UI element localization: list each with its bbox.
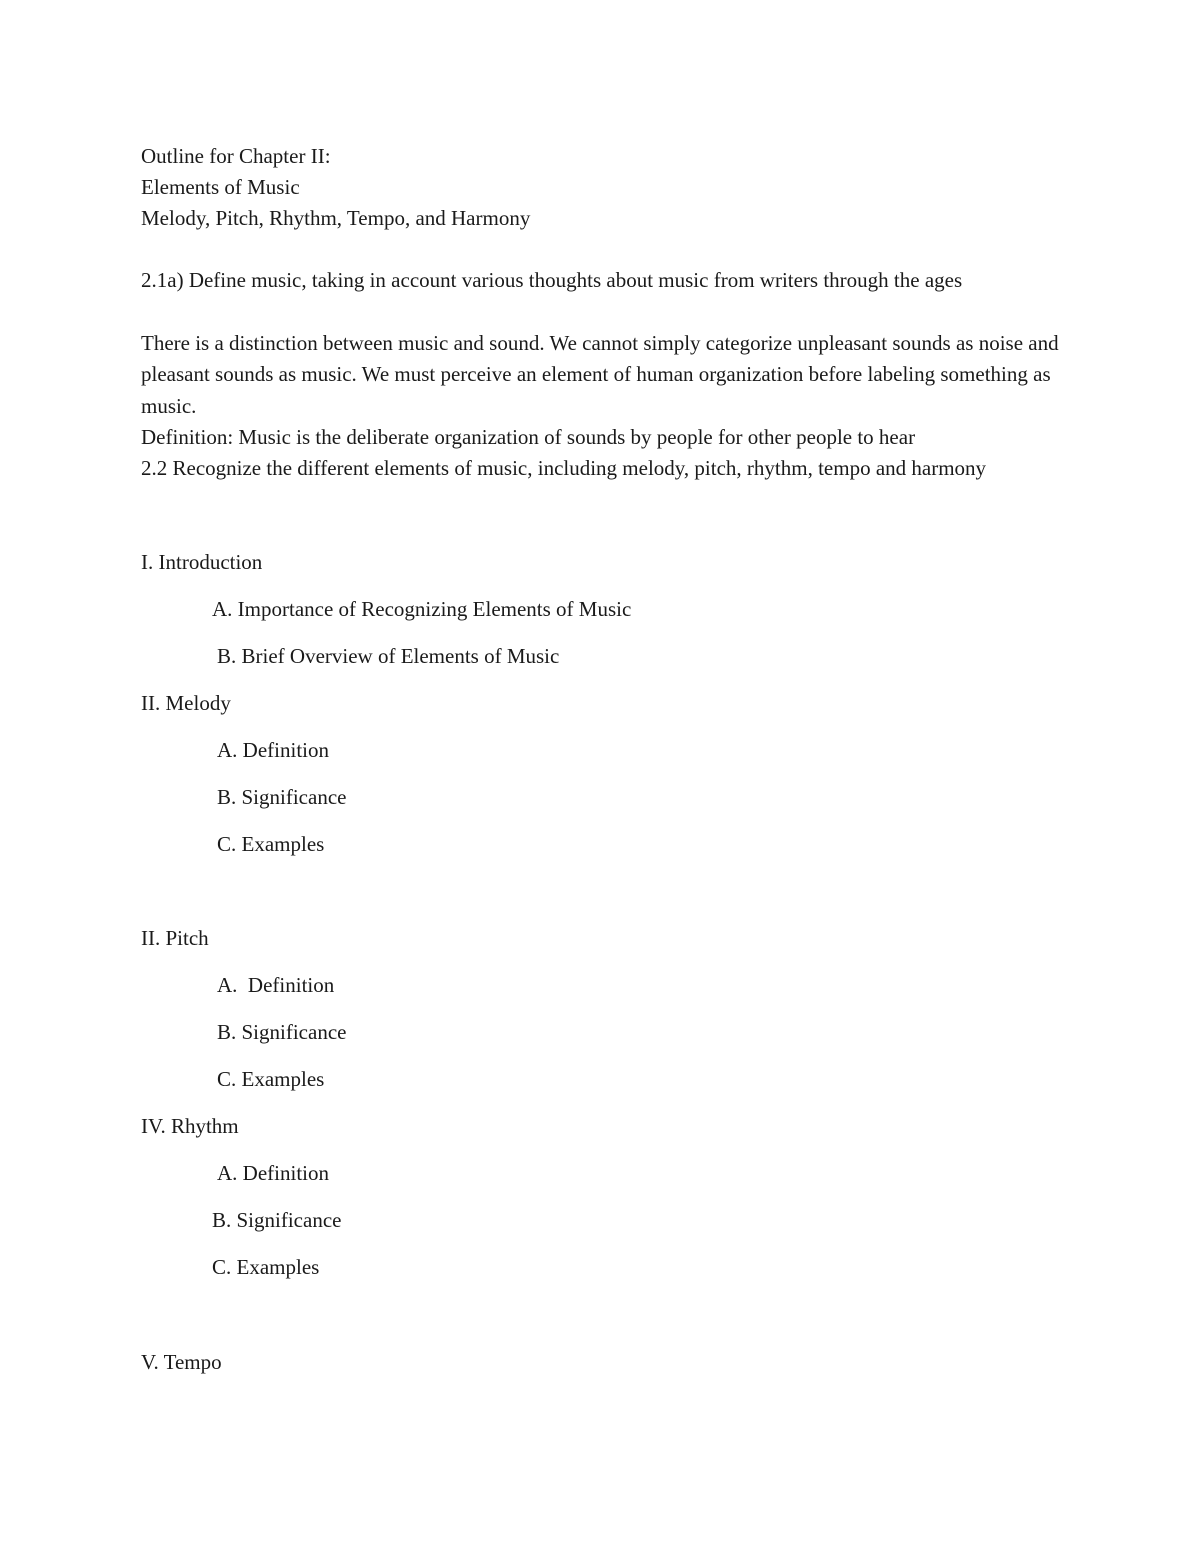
- outline-item-melody-a: A. Definition: [217, 738, 329, 762]
- outline-heading-tempo: V. Tempo: [141, 1350, 222, 1374]
- outline-heading-introduction: I. Introduction: [141, 550, 263, 574]
- music-definition: Definition: Music is the deliberate organization of sounds by people for other people to hear: [141, 425, 916, 449]
- outline-heading-pitch: II. Pitch: [141, 926, 209, 950]
- objective-2-1a: 2.1a) Define music, taking in account various thoughts about music from writers through the ages: [141, 268, 963, 292]
- outline-item-introduction-b: B. Brief Overview of Elements of Music: [217, 644, 560, 668]
- outline-item-rhythm-b: B. Significance: [212, 1208, 342, 1232]
- outline-item-pitch-c: C. Examples: [217, 1067, 325, 1091]
- outline-heading-melody: II. Melody: [141, 691, 231, 715]
- music-sound-explanation: There is a distinction between music and sound. We cannot simply categorize unpleasant sounds as noise and pleasant sounds as music. We must perceive an element of human organization before labeling something as music.: [141, 331, 1059, 418]
- objective-2-2: 2.2 Recognize the different elements of music, including melody, pitch, rhythm, tempo and harmony: [141, 456, 987, 480]
- document-subtitle: Elements of Music: [141, 175, 300, 199]
- outline-item-rhythm-a: A. Definition: [217, 1161, 329, 1185]
- outline-item-melody-b: B. Significance: [217, 785, 347, 809]
- outline-heading-rhythm: IV. Rhythm: [141, 1114, 239, 1138]
- outline-item-rhythm-c: C. Examples: [212, 1255, 320, 1279]
- outline-item-pitch-a: A. Definition: [217, 973, 335, 997]
- outline-item-pitch-b: B. Significance: [217, 1020, 347, 1044]
- document-title: Outline for Chapter II:: [141, 144, 331, 168]
- document-topics: Melody, Pitch, Rhythm, Tempo, and Harmony: [141, 206, 531, 230]
- outline-item-melody-c: C. Examples: [217, 832, 325, 856]
- outline-item-introduction-a: A. Importance of Recognizing Elements of Music: [212, 597, 632, 621]
